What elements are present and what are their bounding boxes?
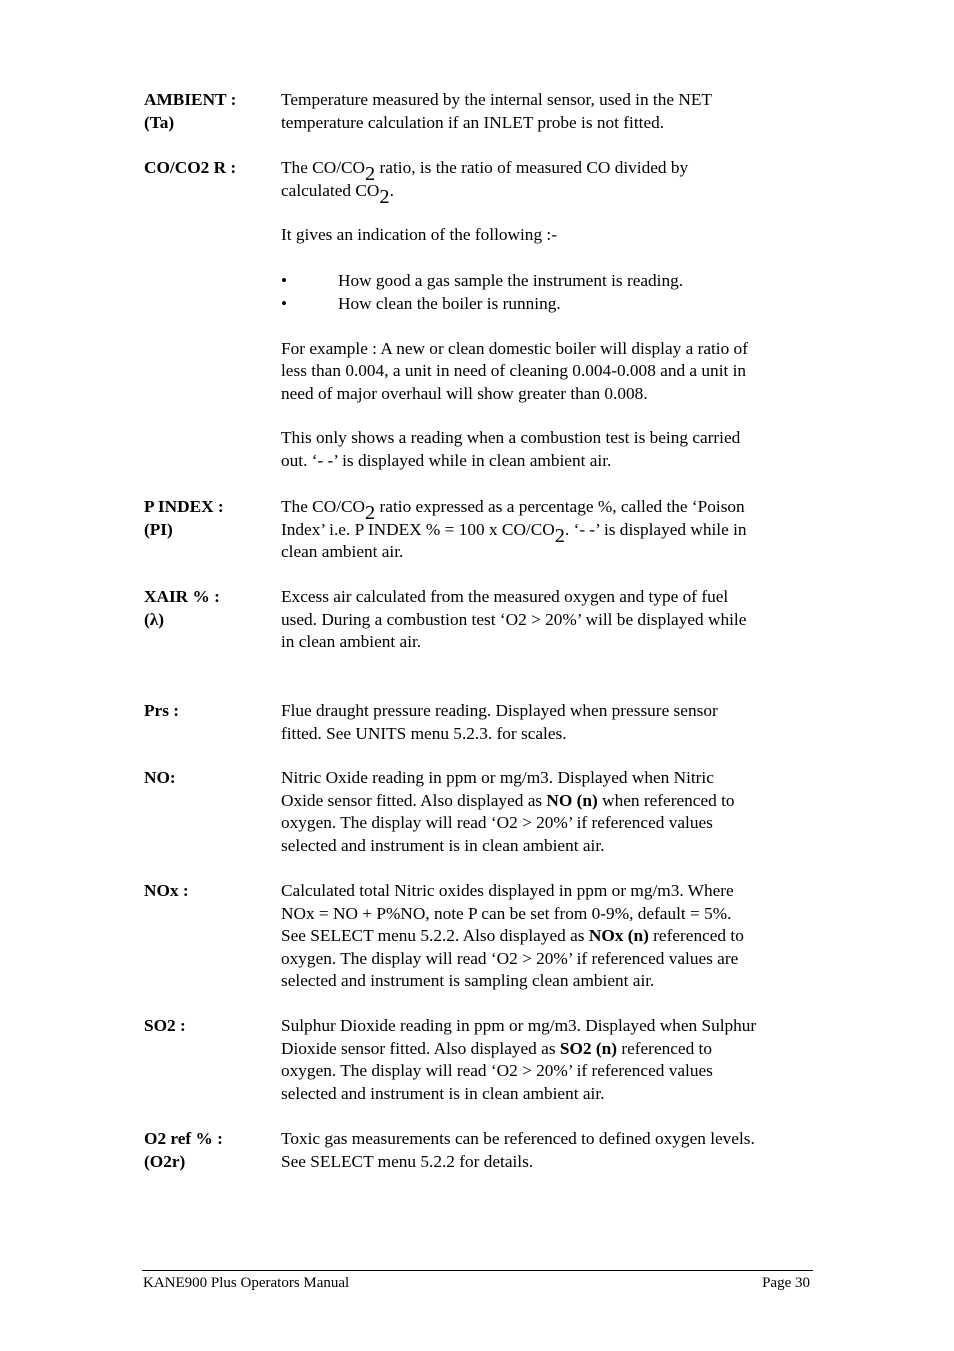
definition-p-index: The $CO/CO_2$ ratio expressed as a percentage %, called the ‘Poison Index’ i.e. P INDEX % = 100 x $CO/CO_2$. ‘- -’ is displayed while in clean ambient air. — [281, 497, 747, 561]
term-nox: NOx : — [144, 881, 189, 900]
paragraph: The $CO/CO_2$ ratio, is the ratio of measured CO divided by calculated $CO_2$. — [281, 158, 689, 208]
definition-prs: Flue draught pressure reading. Displayed when pressure sensor fitted. See UNITS menu 5.2.3. for scales. — [281, 701, 718, 743]
term-prs: Prs : — [144, 701, 180, 720]
paragraph: It gives an indication of the following :- — [281, 225, 557, 244]
footer-page-number: Page 30 — [762, 1275, 810, 1291]
definition-xair: Excess air calculated from the measured oxygen and type of fuel used. During a combustion test ‘O2 > 20%’ will be displayed while in clean ambient air. — [281, 587, 747, 651]
bullet-icon: • — [281, 294, 288, 313]
term-o2-ref: O2 ref % : (O2r) — [144, 1129, 223, 1171]
term-no: NO: — [144, 768, 176, 787]
list-item: • How good a gas sample the instrument is reading. — [281, 270, 816, 293]
term-so2: SO2 : — [144, 1016, 186, 1035]
bullet-list — [281, 270, 816, 316]
footer-manual-title: KANE900 Plus Operators Manual — [143, 1275, 350, 1291]
list-item: • How clean the boiler is running. — [281, 293, 816, 316]
definition-o2-ref: Toxic gas measurements can be referenced to defined oxygen levels. See SELECT menu 5.2.2 for details. — [281, 1129, 755, 1171]
footer-divider — [142, 1270, 813, 1271]
term-ambient: AMBIENT : (Ta) — [144, 90, 237, 132]
definition-nox: Calculated total Nitric oxides displayed in ppm or mg/m3. Where NOx = NO + P%NO, note P can be set from 0-9%, default = 5%. See SELECT menu 5.2.2. Also displayed as NOx (n) referenced to oxygen. The display will read ‘O2 > 20%’ if referenced values are selected and instrument is sampling clean ambient air. — [281, 881, 744, 990]
definition-no: Nitric Oxide reading in ppm or mg/m3. Displayed when Nitric Oxide sensor fitted. Also displayed as NO (n) when referenced to oxygen. The display will read ‘O2 > 20%’ if referenced values selected and instrument is in clean ambient air. — [281, 768, 735, 855]
definition-ambient: Temperature measured by the internal sensor, used in the NET temperature calculation if an INLET probe is not fitted. — [281, 90, 712, 132]
term-xair: XAIR % : (λ) — [144, 587, 220, 629]
bullet-icon: • — [281, 270, 288, 290]
term-co-co2-ratio: CO/CO2 R : — [144, 158, 237, 177]
paragraph: For example : A new or clean domestic boiler will display a ratio of less than 0.004, a unit in need of cleaning 0.004-0.008 and a unit in need of major overhaul will show greater than 0.008. — [281, 338, 748, 403]
definition-so2: Sulphur Dioxide reading in ppm or mg/m3. Displayed when Sulphur Dioxide sensor fitted. Also displayed as SO2 (n) referenced to oxygen. The display will read ‘O2 > 20%’ if referenced values selected and instrument is in clean ambient air. — [281, 1016, 757, 1103]
definition-co-co2-ratio — [281, 157, 816, 472]
term-p-index: P INDEX : (PI) — [144, 497, 224, 539]
paragraph: This only shows a reading when a combustion test is being carried out. ‘- -’ is displayed while in clean ambient air. — [281, 428, 741, 470]
